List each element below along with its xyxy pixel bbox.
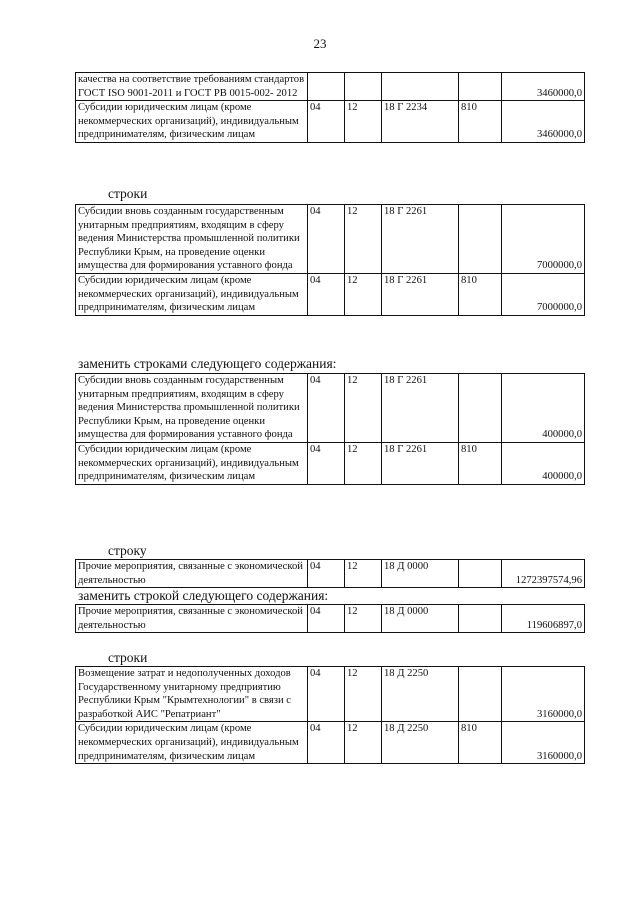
subsection-code: 12 [345, 374, 382, 443]
row-description: качества на соответствие требованиям стандартов ГОСТ ISO 9001-2011 и ГОСТ РВ 0015-002- 2012 [76, 73, 308, 101]
budget-table [75, 559, 585, 588]
section-heading-replace-rows: заменить строками следующего содержания: [78, 356, 337, 371]
amount: 3160000,0 [502, 667, 585, 722]
expense-type-code [459, 73, 502, 101]
subsection-code: 12 [345, 273, 382, 315]
section-code: 04 [308, 205, 345, 274]
table-row [76, 273, 585, 315]
section-code: 04 [308, 605, 345, 633]
target-article-code: 18 Г 2261 [382, 205, 459, 274]
expense-type-code [459, 667, 502, 722]
table-row [76, 667, 585, 722]
amount: 3460000,0 [502, 73, 585, 101]
subsection-code: 12 [345, 442, 382, 484]
section-code: 04 [308, 273, 345, 315]
target-article-code: 18 Г 2261 [382, 273, 459, 315]
row-description: Субсидии юридическим лицам (кроме некоммерческих организаций), индивидуальным предпринимателям, физическим лицам [76, 442, 308, 484]
expense-type-code: 810 [459, 101, 502, 143]
budget-table [75, 373, 585, 485]
row-description: Субсидии юридическим лицам (кроме некоммерческих организаций), индивидуальным предпринимателям, физическим лицам [76, 101, 308, 143]
amount: 400000,0 [502, 374, 585, 443]
section-code: 04 [308, 722, 345, 764]
budget-table [75, 604, 585, 633]
expense-type-code [459, 374, 502, 443]
section-code: 04 [308, 667, 345, 722]
page-number: 23 [313, 36, 327, 51]
table-row [76, 605, 585, 633]
expense-type-code: 810 [459, 722, 502, 764]
row-description: Прочие мероприятия, связанные с экономической деятельностью [76, 560, 308, 588]
subsection-code [345, 73, 382, 101]
subsection-code: 12 [345, 667, 382, 722]
amount: 3460000,0 [502, 101, 585, 143]
amount: 3160000,0 [502, 722, 585, 764]
amount: 400000,0 [502, 442, 585, 484]
section-code: 04 [308, 374, 345, 443]
table-row [76, 205, 585, 274]
target-article-code: 18 Д 2250 [382, 722, 459, 764]
target-article-code: 18 Г 2234 [382, 101, 459, 143]
target-article-code: 18 Д 2250 [382, 667, 459, 722]
section-code: 04 [308, 101, 345, 143]
budget-table [75, 72, 585, 143]
amount: 1272397574,96 [502, 560, 585, 588]
table-row [76, 560, 585, 588]
subsection-code: 12 [345, 560, 382, 588]
section-heading-replace-row: заменить строкой следующего содержания: [78, 588, 329, 603]
target-article-code: 18 Д 0000 [382, 560, 459, 588]
expense-type-code [459, 605, 502, 633]
row-description: Субсидии юридическим лицам (кроме некоммерческих организаций), индивидуальным предпринимателям, физическим лицам [76, 273, 308, 315]
table-row [76, 73, 585, 101]
target-article-code [382, 73, 459, 101]
table-row [76, 442, 585, 484]
section-code: 04 [308, 442, 345, 484]
row-description: Субсидии вновь созданным государственным унитарным предприятиям, входящим в сферу ведения Министерства промышленной политики Республики Крым, на проведение оценки имущества для формирования уставного фонда [76, 205, 308, 274]
amount: 119606897,0 [502, 605, 585, 633]
target-article-code: 18 Г 2261 [382, 442, 459, 484]
subsection-code: 12 [345, 205, 382, 274]
budget-table [75, 666, 585, 764]
expense-type-code [459, 560, 502, 588]
section-heading-row: строку [108, 543, 147, 558]
subsection-code: 12 [345, 722, 382, 764]
expense-type-code: 810 [459, 273, 502, 315]
expense-type-code [459, 205, 502, 274]
row-description: Прочие мероприятия, связанные с экономической деятельностью [76, 605, 308, 633]
target-article-code: 18 Д 0000 [382, 605, 459, 633]
section-code: 04 [308, 560, 345, 588]
subsection-code: 12 [345, 101, 382, 143]
table-row [76, 722, 585, 764]
section-heading-rows: строки [108, 186, 148, 201]
section-code [308, 73, 345, 101]
table-row [76, 374, 585, 443]
amount: 7000000,0 [502, 273, 585, 315]
amount: 7000000,0 [502, 205, 585, 274]
subsection-code: 12 [345, 605, 382, 633]
row-description: Возмещение затрат и недополученных доходов Государственному унитарному предприятию Республики Крым "Крымтехнологии" в связи с разработкой АИС "Репатриант" [76, 667, 308, 722]
row-description: Субсидии юридическим лицам (кроме некоммерческих организаций), индивидуальным предпринимателям, физическим лицам [76, 722, 308, 764]
budget-table [75, 204, 585, 316]
table-row [76, 101, 585, 143]
expense-type-code: 810 [459, 442, 502, 484]
row-description: Субсидии вновь созданным государственным унитарным предприятиям, входящим в сферу ведения Министерства промышленной политики Республики Крым, на проведение оценки имущества для формирования уставного фонда [76, 374, 308, 443]
target-article-code: 18 Г 2261 [382, 374, 459, 443]
section-heading-rows: строки [108, 650, 148, 665]
